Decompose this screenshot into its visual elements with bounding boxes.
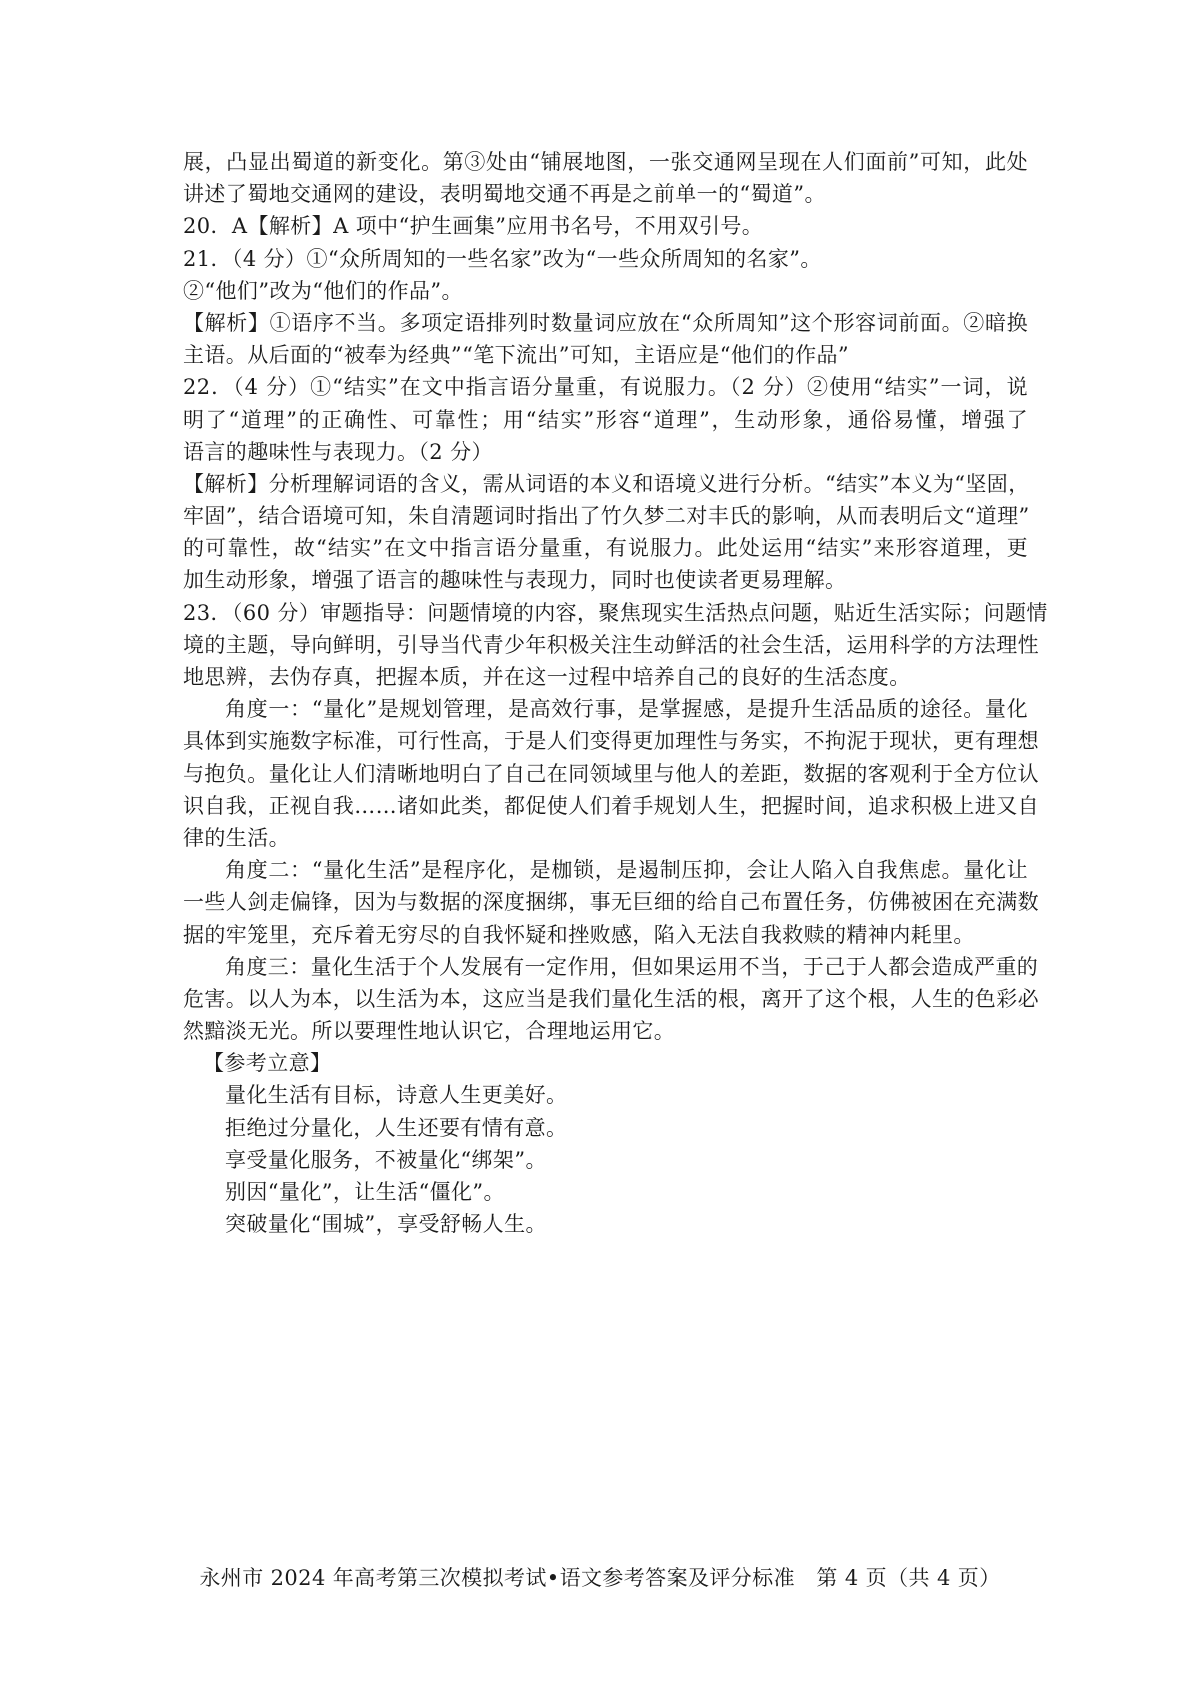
text-line: 22．（4 分）①“结实”在文中指言语分量重，有说服力。（2 分）②使用“结实”一词，说: [183, 375, 1028, 400]
text-line: 识自我，正视自我……诸如此类，都促使人们着手规划人生，把握时间，追求积极上进又自: [183, 793, 1039, 818]
text-line: 律的生活。: [183, 825, 290, 850]
text-line: 【解析】分析理解词语的含义，需从词语的本义和语境义进行分析。“结实”本义为“坚固，: [183, 471, 1030, 496]
text-line: 主语。从后面的“被奉为经典”“笔下流出”可知，主语应是“他们的作品”: [183, 343, 850, 368]
text-line: 角度一：“量化”是规划管理，是高效行事，是掌握感，是提升生活品质的途径。量化: [225, 697, 1028, 722]
text-line: 【解析】①语序不当。多项定语排列时数量词应放在“众所周知”这个形容词前面。②暗换: [183, 310, 1028, 335]
text-line: 具体到实施数字标准，可行性高，于是人们变得更加理性与务实，不拘泥于现状，更有理想: [183, 729, 1039, 754]
text-line: 量化生活有目标，诗意人生更美好。: [225, 1083, 568, 1108]
text-line: 展，凸显出蜀道的新变化。第③处由“铺展地图，一张交通网呈现在人们面前”可知，此处: [183, 150, 1028, 174]
text-line: 与抱负。量化让人们清晰地明白了自己在同领域里与他人的差距，数据的客观利于全方位认: [183, 761, 1039, 786]
section-heading: 【参考立意】: [203, 1051, 332, 1076]
text-line: 境的主题，导向鲜明，引导当代青少年积极关注生动鲜活的社会生活，运用科学的方法理性: [183, 632, 1039, 657]
text-line: 讲述了蜀地交通网的建设，表明蜀地交通不再是之前单一的“蜀道”。: [183, 182, 826, 207]
text-line: 加生动形象，增强了语言的趣味性与表现力，同时也使读者更易理解。: [183, 568, 847, 593]
text-line: 20．A【解析】A 项中“护生画集”应用书名号，不用双引号。: [183, 214, 764, 239]
text-line: 据的牢笼里，充斥着无穷尽的自我怀疑和挫败感，陷入无法自我救赎的精神内耗里。: [183, 922, 975, 947]
text-line: 然黯淡无光。所以要理性地认识它，合理地运用它。: [183, 1019, 676, 1044]
text-line: 角度二：“量化生活”是程序化，是枷锁，是遏制压抑，会让人陷入自我焦虑。量化让: [225, 858, 1028, 883]
page-footer: 永州市 2024 年高考第三次模拟考试•语文参考答案及评分标准 第 4 页（共 4 页）: [199, 1566, 1001, 1590]
text-line: 危害。以人为本，以生活为本，这应当是我们量化生活的根，离开了这个根，人生的色彩必: [183, 986, 1039, 1011]
text-line: 地思辨，去伪存真，把握本质，并在这一过程中培养自己的良好的生活态度。: [183, 665, 911, 689]
text-line: 21．（4 分）①“众所周知的一些名家”改为“一些众所周知的名家”。: [183, 246, 822, 271]
text-line: 突破量化“围城”，享受舒畅人生。: [225, 1212, 547, 1237]
text-line: 一些人剑走偏锋，因为与数据的深度捆绑，事无巨细的给自己布置任务，仿佛被困在充满数: [183, 890, 1039, 915]
text-line: 享受量化服务，不被量化“绑架”。: [225, 1147, 547, 1172]
text-line: 的可靠性，故“结实”在文中指言语分量重，有说服力。此处运用“结实”来形容道理，更: [183, 536, 1028, 561]
text-line: ②“他们”改为“他们的作品”。: [183, 278, 463, 303]
text-line: 角度三：量化生活于个人发展有一定作用，但如果运用不当，于己于人都会造成严重的: [225, 954, 1039, 979]
text-line: 别因“量化”，让生活“僵化”。: [225, 1180, 505, 1204]
text-line: 牢固”，结合语境可知，朱自清题词时指出了竹久梦二对丰氏的影响，从而表明后文“道理”: [183, 504, 1030, 529]
document-body: [183, 146, 1048, 1240]
text-line: 明了“道理”的正确性、可靠性；用“结实”形容“道理”，生动形象，通俗易懂，增强了: [183, 407, 1028, 432]
text-line: 23．（60 分）审题指导：问题情境的内容，聚焦现实生活热点问题，贴近生活实际；问题情: [183, 600, 1048, 625]
text-line: 拒绝过分量化，人生还要有情有意。: [225, 1115, 568, 1140]
text-line: 语言的趣味性与表现力。（2 分）: [183, 439, 493, 464]
